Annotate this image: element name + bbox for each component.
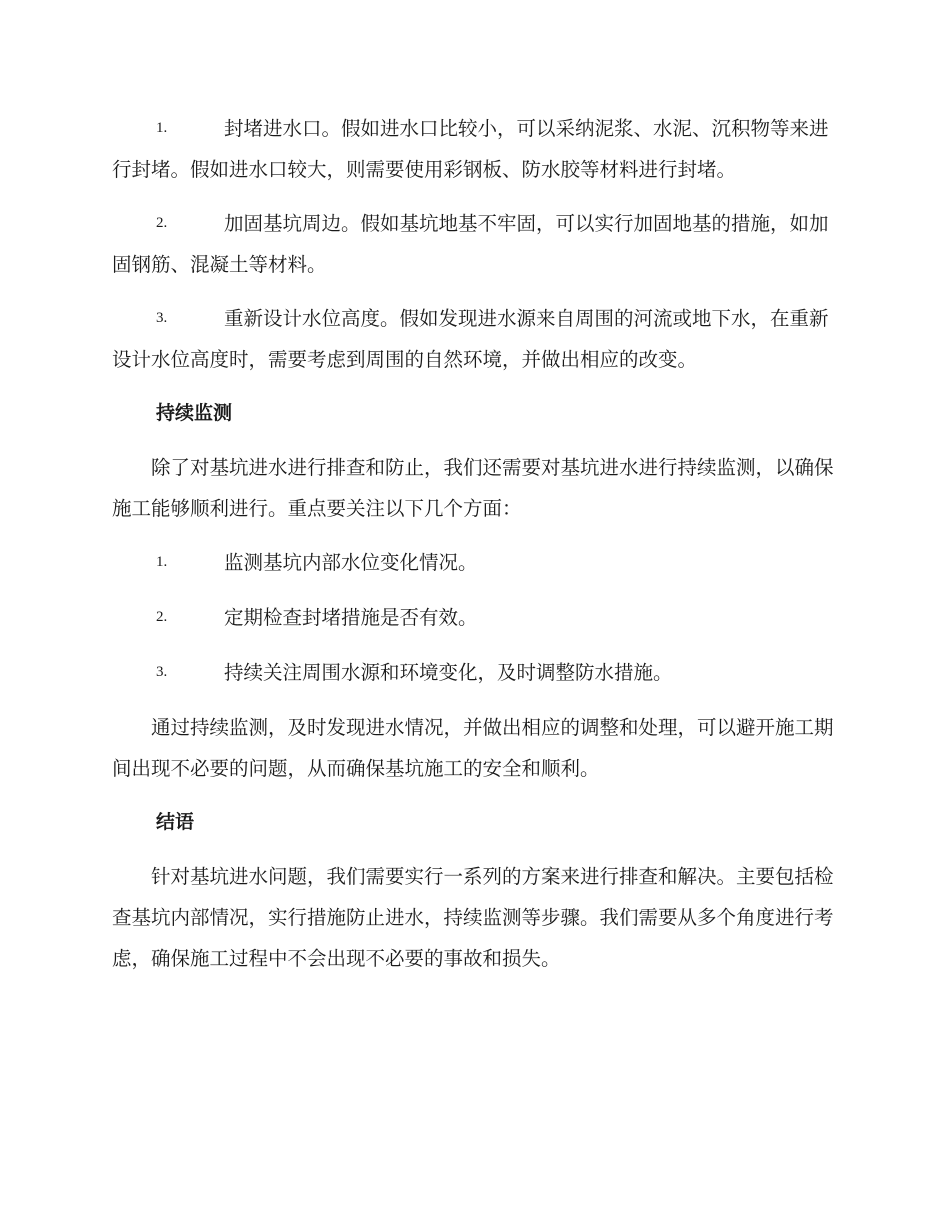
section-heading-monitor: 持续监测 (156, 402, 233, 424)
document-page (112, 108, 834, 992)
list-text: 加固基坑周边。假如基坑地基不牢固，可以实行加固地基的措施，如加固钢筋、混凝土等材料。 (112, 212, 829, 276)
list-item (112, 203, 834, 285)
list-number: 1. (156, 554, 168, 570)
list-item (112, 597, 834, 638)
list-number: 3. (156, 310, 168, 326)
list-item (112, 652, 834, 693)
section-heading-conclusion: 结语 (156, 811, 195, 833)
list-number: 2. (156, 215, 168, 231)
monitor-intro-paragraph: 除了对基坑进水进行排查和防止，我们还需要对基坑进水进行持续监测，以确保施工能够顺利进行。重点要关注以下几个方面： (112, 456, 834, 520)
list-text: 重新设计水位高度。假如发现进水源来自周围的河流或地下水，在重新设计水位高度时，需要考虑到周围的自然环境，并做出相应的改变。 (112, 307, 829, 371)
list-text: 监测基坑内部水位变化情况。 (224, 551, 478, 574)
list-item (112, 108, 834, 190)
list-number: 3. (156, 664, 168, 680)
list-item (112, 542, 834, 583)
list-item (112, 298, 834, 380)
list-text: 持续关注周围水源和环境变化，及时调整防水措施。 (224, 661, 673, 684)
list-number: 2. (156, 609, 168, 625)
conclusion-paragraph: 针对基坑进水问题，我们需要实行一系列的方案来进行排查和解决。主要包括检查基坑内部情况，实行措施防止进水，持续监测等步骤。我们需要从多个角度进行考虑，确保施工过程中不会出现不必要的事故和损失。 (112, 865, 834, 970)
list-text: 定期检查封堵措施是否有效。 (224, 606, 478, 629)
list-text: 封堵进水口。假如进水口比较小，可以采纳泥浆、水泥、沉积物等来进行封堵。假如进水口较大，则需要使用彩钢板、防水胶等材料进行封堵。 (112, 117, 829, 181)
monitor-summary-paragraph: 通过持续监测，及时发现进水情况，并做出相应的调整和处理，可以避开施工期间出现不必要的问题，从而确保基坑施工的安全和顺利。 (112, 716, 834, 780)
list-number: 1. (156, 120, 168, 136)
